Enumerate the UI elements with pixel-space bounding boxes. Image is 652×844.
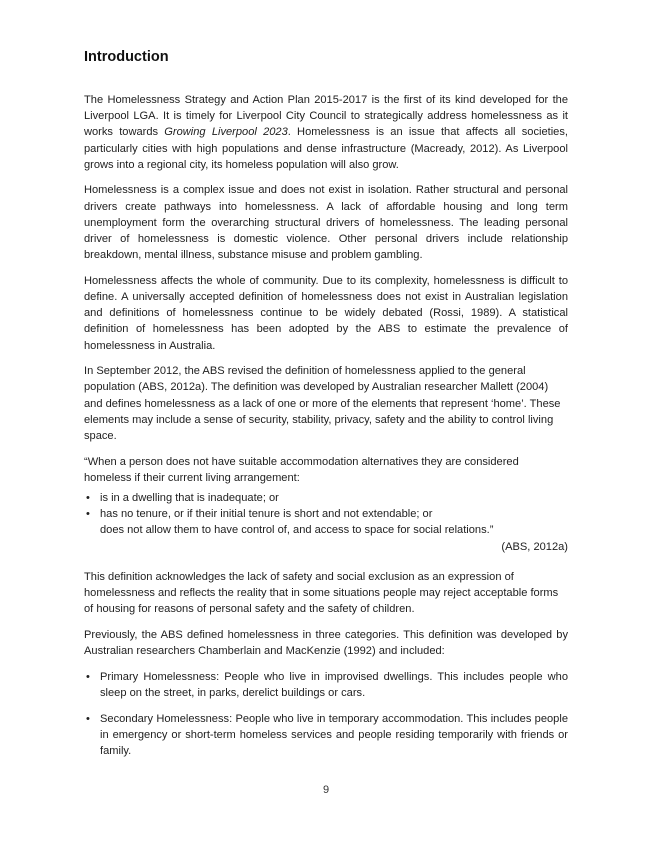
page-number: 9 (322, 784, 330, 796)
quote-bullet-text: has no tenure, or if their initial tenure is short and not extendable; or (100, 508, 433, 521)
paragraph-2: Homelessness is a complex issue and does not exist in isolation. Rather structural and personal drivers create pathways into homelessness. A lack of affordable housing and long term unemployment form the overarching structural drivers of homelessness. The leading personal driver of homelessness is domestic violence. Other personal drivers include relationship breakdown, mental illness, substance misuse and problem gambling. (84, 184, 568, 262)
bullet-icon: • (86, 492, 90, 505)
category-bullet-text: Primary Homelessness: People who live in improvised dwellings. This includes people who sleep on the street, in parks, derelict buildings or cars. (100, 670, 568, 699)
bullet-icon: • (86, 713, 90, 726)
category-bullet-item (84, 669, 568, 701)
quote-bullet-text: is in a dwelling that is inadequate; or (100, 492, 279, 505)
quote-bullet-item (84, 490, 568, 506)
paragraph-1 (84, 92, 568, 173)
bullet-icon: • (86, 508, 90, 521)
quote-intro: “When a person does not have suitable accommodation alternatives they are considered homeless if their current living arrangement: (84, 455, 519, 484)
category-bullet-item (84, 711, 568, 760)
category-bullet-text: Secondary Homelessness: People who live in temporary accommodation. This includes people in emergency or short-term homeless services and people residing temporarily with friends or family. (100, 713, 568, 758)
paragraph-4: In September 2012, the ABS revised the definition of homelessness applied to the general population (ABS, 2012a). The definition was developed by Australian researcher Mallett (2004) and defines homelessness as a lack of one or more of the elements that represent ‘home’. These elements may include a sense of security, stability, privacy, safety and the ability to control living space. (84, 365, 561, 443)
paragraph-1-italic-title: Growing Liverpool 2023 (164, 126, 288, 139)
body-text (84, 92, 568, 770)
quote-bullet-list (84, 490, 568, 522)
paragraph-1-start: The Homelessness Strategy and Action Plan 2015-2017 is the first of its kind developed for the Liverpool LGA. It is timely for Liverpool City Council to strategically address homelessness as it works towards (84, 94, 568, 139)
section-heading: Introduction (84, 49, 169, 65)
quote-bullet-item (84, 506, 568, 522)
paragraph-3: Homelessness affects the whole of community. Due to its complexity, homelessness is difficult to define. A universally accepted definition of homelessness does not exist in Australian legislation and definitions of homelessness continue to be widely debated (Rossi, 1989). A statistical definition of homelessness has been adopted by the ABS to estimate the prevalence of homelessness in Australia. (84, 274, 568, 352)
quote-bullet-continuation: does not allow them to have control of, and access to space for social relations.” (100, 524, 494, 537)
paragraph-5: This definition acknowledges the lack of safety and social exclusion as an expression of homelessness and reflects the reality that in some situations people may reject acceptable forms of housing for reasons of personal safety and the safety of children. (84, 570, 559, 616)
bullet-icon: • (86, 670, 90, 683)
paragraph-1-end: . Homelessness is an issue that affects all societies, particularly cities with high populations and dense infrastructure (Macready, 2012). As Liverpool grows into a regional city, its homeless population will also grow. (84, 126, 568, 171)
category-bullet-list (84, 669, 568, 760)
paragraph-6: Previously, the ABS defined homelessness in three categories. This definition was developed by Australian researchers Chamberlain and MacKenzie (1992) and included: (84, 628, 568, 658)
quote-citation: (ABS, 2012a) (501, 540, 568, 553)
